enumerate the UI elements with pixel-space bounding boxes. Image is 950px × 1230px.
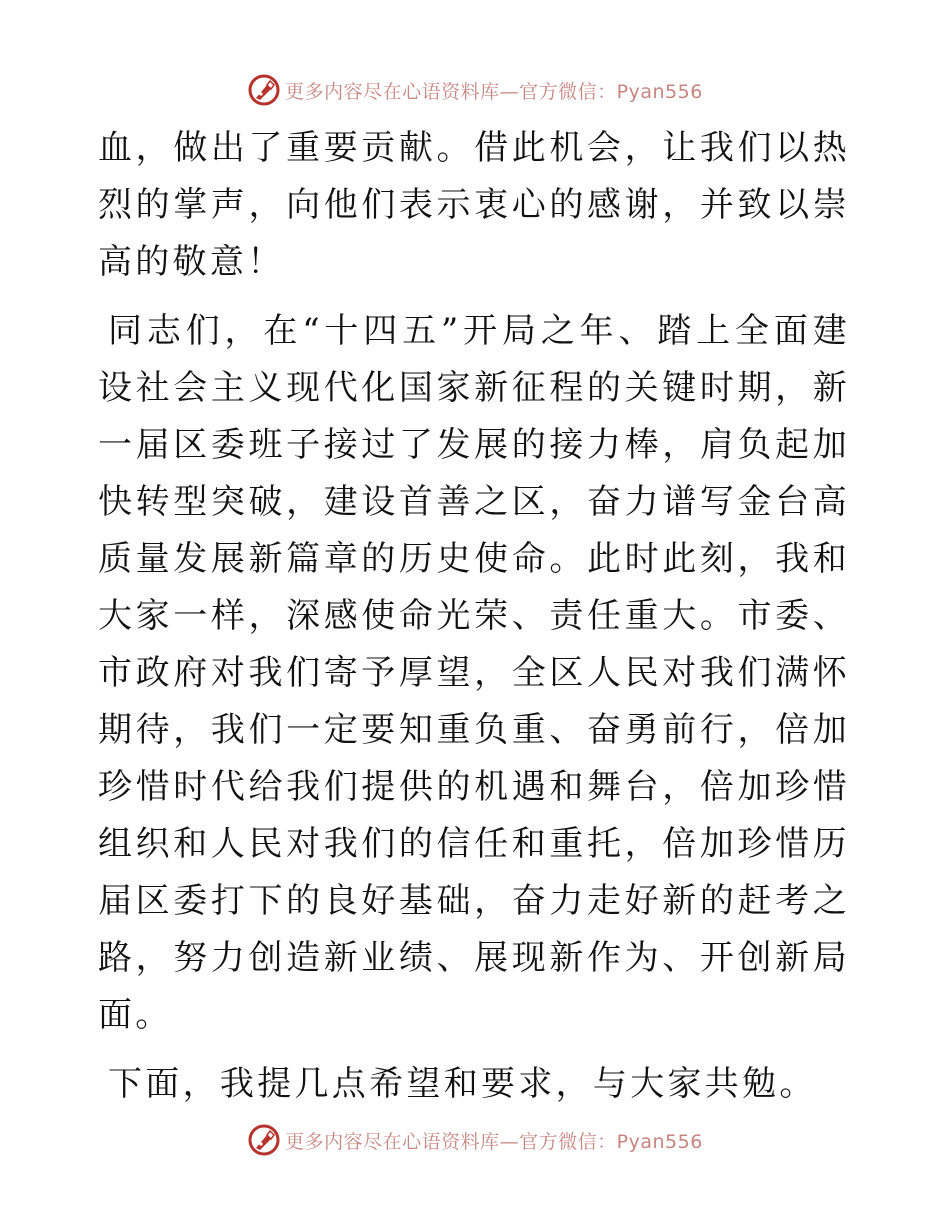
paragraph-3: 下面，我提几点希望和要求，与大家共勉。: [108, 1064, 817, 1104]
pen-logo-icon: [247, 1123, 281, 1157]
footer-watermark: [0, 1120, 950, 1160]
watermark-text-cn: 更多内容尽在心语资料库—官方微信：: [285, 1130, 617, 1153]
paragraph-1: 血，做出了重要贡献。借此机会，让我们以热烈的掌声，向他们表示衷心的感谢，并致以崇高的敬意！: [98, 128, 850, 282]
watermark-text-en: Pyan556: [616, 80, 703, 103]
watermark-text: [285, 77, 703, 104]
watermark-text-cn: 更多内容尽在心语资料库—官方微信：: [285, 80, 617, 103]
document-body: [98, 120, 850, 1113]
paragraph-2: 同志们，在“十四五”开局之年、踏上全面建设社会主义现代化国家新征程的关键时期，新一届区委班子接过了发展的接力棒，肩负起加快转型突破，建设首善之区，奋力谱写金台高质量发展新篇章的历史使命。此时此刻，我和大家一样，深感使命光荣、责任重大。市委、市政府对我们寄予厚望，全区人民对我们满怀期待，我们一定要知重负重、奋勇前行，倍加珍惜时代给我们提供的机遇和舞台，倍加珍惜组织和人民对我们的信任和重托，倍加珍惜历届区委打下的良好基础，奋力走好新的赶考之路，努力创造新业绩、展现新作为、开创新局面。: [98, 311, 850, 1035]
watermark-text: [285, 1127, 703, 1154]
pen-logo-icon: [247, 73, 281, 107]
watermark-text-en: Pyan556: [616, 1130, 703, 1153]
header-watermark: [0, 70, 950, 110]
